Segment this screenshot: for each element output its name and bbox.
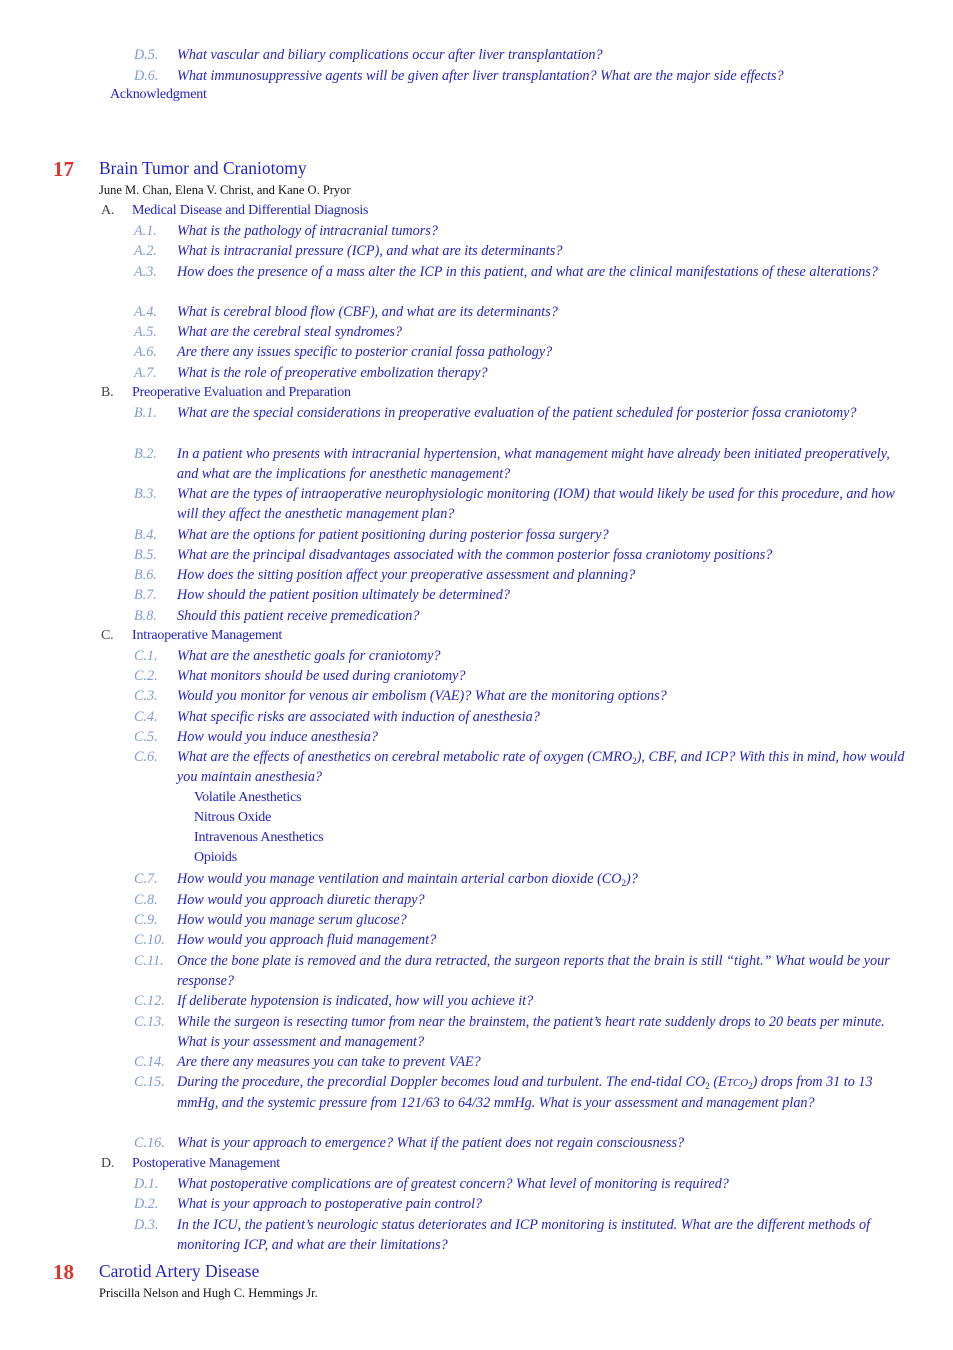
toc-question[interactable] [134,869,914,889]
question-text: Once the bone plate is removed and the dura retracted, the surgeon reports that the brain is still “tight.” What would be your response? [177,953,890,990]
toc-question[interactable] [134,342,914,362]
toc-question[interactable] [134,951,914,992]
question-text: Are there any issues specific to posterior cranial fossa pathology? [177,344,553,360]
question-text: What specific risks are associated with induction of anesthesia? [177,709,540,725]
question-number: A.4. [134,304,157,320]
question-text: How would you approach diuretic therapy? [177,892,425,908]
question-number: C.3. [134,688,158,704]
question-number: C.8. [134,892,158,908]
question-text: What are the special considerations in preoperative evaluation of the patient scheduled for posterior fossa craniotomy? [177,405,857,421]
question-text: While the surgeon is resecting tumor from near the brainstem, the patient’s heart rate suddenly drops to 20 beats per minute. What is your assessment and management? [177,1014,885,1051]
section-heading[interactable] [101,626,282,646]
toc-question[interactable] [134,1012,914,1053]
toc-question[interactable] [134,890,914,910]
subtopic-item[interactable]: Volatile Anesthetics [194,790,302,805]
question-number: C.12. [134,993,165,1009]
question-number: B.3. [134,486,157,502]
toc-question[interactable] [134,991,914,1011]
question-text [177,747,914,788]
toc-question[interactable] [134,646,914,666]
section-heading[interactable] [101,383,351,403]
question-number: C.1. [134,648,158,664]
toc-question[interactable] [134,1072,914,1114]
question-text: What are the cerebral steal syndromes? [177,324,402,340]
chapter-authors: Priscilla Nelson and Hugh C. Hemmings Jr. [99,1286,318,1300]
toc-question[interactable] [134,747,914,788]
question-text: What is the role of preoperative embolization therapy? [177,365,488,381]
question-text-part: ), CBF, and ICP? With this in mind, how would you maintain anesthesia? [177,749,905,786]
question-text: What are the types of intraoperative neurophysiologic monitoring (IOM) that would likely be used for this procedure, and how will they affect the anesthetic management plan? [177,486,895,523]
section-title: Medical Disease and Differential Diagnosis [132,203,369,218]
question-text: What postoperative complications are of greatest concern? What level of monitoring is required? [177,1176,729,1192]
question-number: C.9. [134,912,158,928]
question-text: How would you manage serum glucose? [177,912,407,928]
section-letter: C. [101,628,114,643]
toc-question[interactable] [134,1194,914,1214]
section-letter: D. [101,1156,115,1171]
question-number: A.5. [134,324,157,340]
question-text: What is your approach to emergence? What if the patient does not regain consciousness? [177,1135,685,1151]
subscript: 2 [748,1081,753,1091]
toc-question[interactable] [134,606,914,626]
question-text: What is intracranial pressure (ICP), and what are its determinants? [177,243,563,259]
question-text: How does the sitting position affect your preoperative assessment and planning? [177,567,636,583]
toc-question[interactable] [134,1215,914,1256]
question-number: B.6. [134,567,157,583]
subtopic-item[interactable]: Nitrous Oxide [194,810,272,825]
question-text: In the ICU, the patient’s neurologic status deteriorates and ICP monitoring is instituted. What are the different methods of monitoring ICP, and what are their limitations? [177,1217,871,1254]
question-text-part: ) drops from 31 to 13 mmHg, and the systemic pressure from 121/63 to 64/32 mmHg. What is your assessment and management plan? [177,1074,873,1112]
chapter-number: 18 [53,1260,74,1284]
toc-question[interactable] [134,444,914,485]
toc-question[interactable] [134,930,914,950]
section-title: Preoperative Evaluation and Preparation [132,385,351,400]
toc-question[interactable] [134,221,914,241]
question-number: A.3. [134,264,157,280]
question-text: How should the patient position ultimately be determined? [177,587,510,603]
question-number: A.2. [134,243,157,259]
toc-question[interactable] [134,1174,914,1194]
question-text: How would you induce anesthesia? [177,729,378,745]
question-number: B.2. [134,446,157,462]
subtopic-item[interactable]: Intravenous Anesthetics [194,830,324,845]
toc-question[interactable] [134,686,914,706]
subtopic-item[interactable]: Opioids [194,850,237,865]
toc-question[interactable] [134,666,914,686]
toc-question[interactable] [134,707,914,727]
toc-question[interactable] [134,585,914,605]
question-number: C.14. [134,1054,165,1070]
toc-question[interactable] [134,262,914,282]
section-letter: A. [101,203,115,218]
question-text: If deliberate hypotension is indicated, how will you achieve it? [177,993,534,1009]
toc-question[interactable] [134,45,914,65]
question-text-part: During the procedure, the precordial Doppler becomes loud and turbulent. The end-tidal CO [177,1074,706,1090]
question-number: C.11. [134,953,164,969]
question-text: What immunosuppressive agents will be given after liver transplantation? What are the major side effects? [177,68,784,84]
question-number: C.6. [134,749,158,765]
question-number: B.4. [134,527,157,543]
section-heading[interactable] [101,201,368,221]
question-text [177,1072,914,1114]
question-text: Would you monitor for venous air embolism (VAE)? What are the monitoring options? [177,688,667,704]
subscript: 2 [705,1081,710,1091]
question-text [177,869,914,889]
question-number: B.8. [134,608,157,624]
subscript: 2 [632,756,637,766]
toc-question[interactable] [134,1133,914,1153]
question-number: B.7. [134,587,157,603]
question-number: D.5. [134,47,159,63]
chapter-authors: June M. Chan, Elena V. Christ, and Kane O. Pryor [99,183,351,197]
toc-question[interactable] [134,1052,914,1072]
toc-question[interactable] [134,484,914,525]
question-number: C.5. [134,729,158,745]
question-text: What vascular and biliary complications occur after liver transplantation? [177,47,603,63]
question-number: C.13. [134,1014,165,1030]
question-number: C.15. [134,1074,165,1090]
question-number: A.1. [134,223,157,239]
toc-question[interactable] [134,910,914,930]
question-number: B.5. [134,547,157,563]
section-title: Postoperative Management [132,1156,280,1171]
small-caps-text: TCO [726,1077,749,1089]
question-text: What is the pathology of intracranial tumors? [177,223,438,239]
toc-question[interactable] [134,66,914,86]
question-number: C.16. [134,1135,165,1151]
toc-question[interactable] [134,727,914,747]
toc-question[interactable] [134,302,914,322]
question-text: What is your approach to postoperative pain control? [177,1196,483,1212]
question-number: B.1. [134,405,157,421]
question-text: What are the principal disadvantages associated with the common posterior fossa craniotomy positions? [177,547,773,563]
question-text: What monitors should be used during craniotomy? [177,668,466,684]
chapter-title: Brain Tumor and Craniotomy [99,158,307,178]
toc-question[interactable] [134,241,914,261]
question-number: D.2. [134,1196,159,1212]
question-number: D.3. [134,1217,159,1233]
question-number: C.7. [134,871,158,887]
toc-question[interactable] [134,363,914,383]
acknowledgment-link[interactable]: Acknowledgment [110,87,207,102]
question-text: Are there any measures you can take to prevent VAE? [177,1054,481,1070]
question-text-part: (E [709,1074,727,1090]
toc-question[interactable] [134,545,914,565]
chapter-title: Carotid Artery Disease [99,1261,260,1281]
question-text: What is cerebral blood flow (CBF), and what are its determinants? [177,304,558,320]
section-letter: B. [101,385,114,400]
question-text: How would you approach fluid management? [177,932,437,948]
toc-question[interactable] [134,322,914,342]
subscript: 2 [621,878,627,888]
section-heading[interactable] [101,1154,280,1174]
toc-question[interactable] [134,403,914,423]
chapter-number: 17 [53,157,74,181]
question-text-part: )? [626,871,638,887]
question-number: A.6. [134,344,157,360]
question-number: D.6. [134,68,159,84]
question-number: A.7. [134,365,157,381]
question-text: Should this patient receive premedication? [177,608,420,624]
question-text: How does the presence of a mass alter the ICP in this patient, and what are the clinical manifestations of these alterations? [177,264,878,280]
section-title: Intraoperative Management [132,628,283,643]
question-text-part: How would you manage ventilation and maintain arterial carbon dioxide (CO [177,871,622,887]
question-text: In a patient who presents with intracranial hypertension, what management might have already been initiated preoperatively, and what are the implications for anesthetic management? [177,446,890,483]
question-number: D.1. [134,1176,159,1192]
toc-question[interactable] [134,565,914,585]
toc-question[interactable] [134,525,914,545]
question-number: C.2. [134,668,158,684]
question-text: What are the anesthetic goals for craniotomy? [177,648,441,664]
question-number: C.10. [134,932,165,948]
question-text-part: What are the effects of anesthetics on cerebral metabolic rate of oxygen (CMRO [177,749,633,765]
question-text: What are the options for patient positioning during posterior fossa surgery? [177,527,609,543]
question-number: C.4. [134,709,158,725]
